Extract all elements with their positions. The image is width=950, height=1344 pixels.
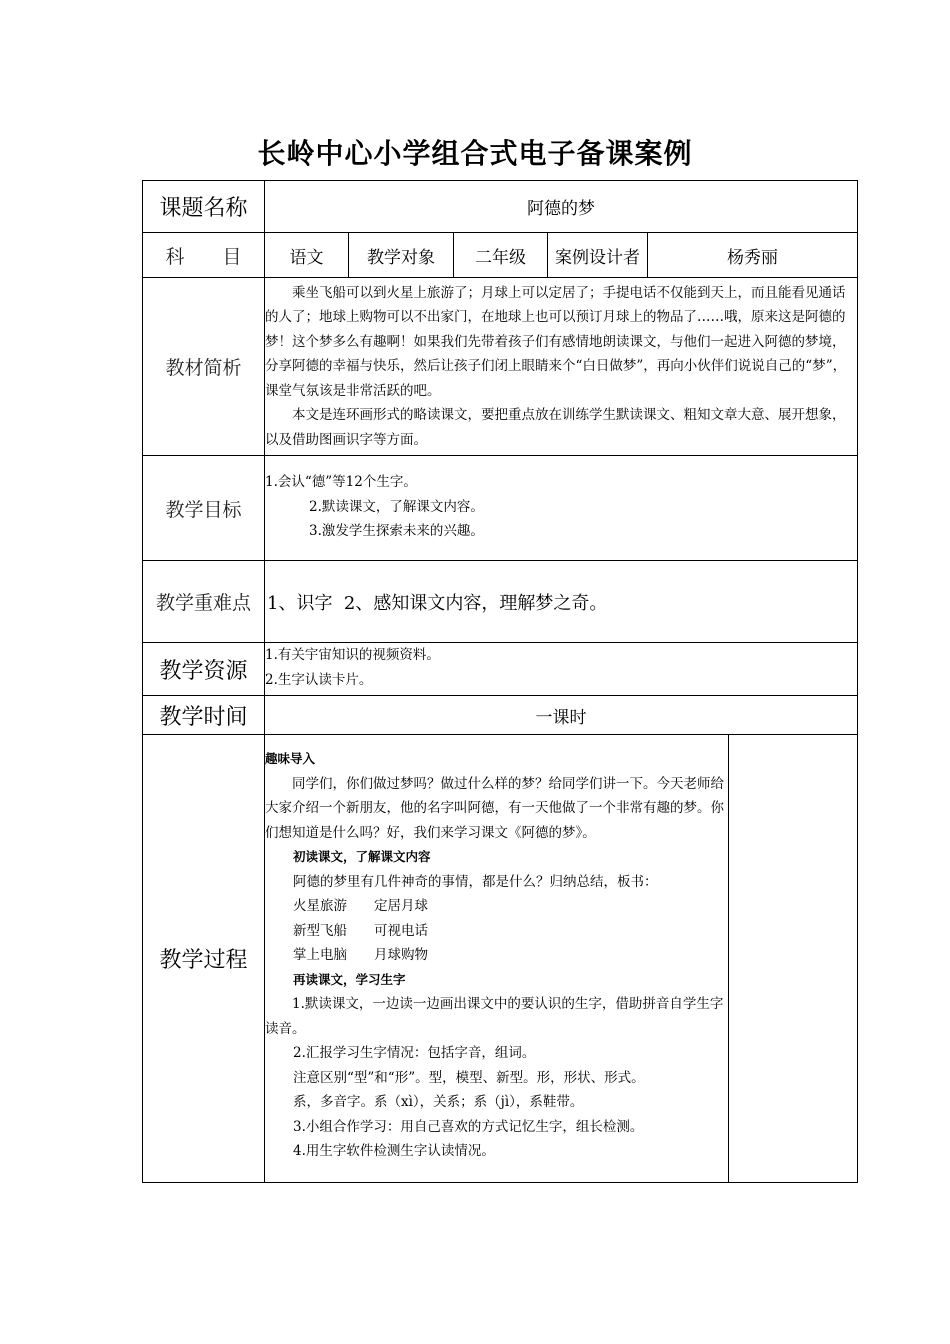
page-title: 长岭中心小学组合式电子备课案例 bbox=[257, 137, 693, 170]
row-material bbox=[143, 278, 858, 456]
step-text: 4.用生字软件检测生字认读情况。 bbox=[293, 1143, 495, 1159]
designer-label: 案例设计者 bbox=[548, 233, 648, 278]
material-paragraph-1: 乘坐飞船可以到火星上旅游了；月球上可以定居了；手提电话不仅能到天上，而且能看见通话的人了；地球上购物可以不出家门，在地球上也可以预订月球上的物品了……哦，原来这是阿德的梦！这个梦多么有趣啊！如果我们先带着孩子们有感情地朗读课文，与他们一起进入阿德的梦境，分享阿德的幸福与快乐，然后让孩子们闭上眼睛来个“白日做梦”，再向小伙伴们说说自己的“梦”，课堂气氛该是非常活跃的吧。 bbox=[265, 284, 847, 399]
step-text: 2.汇报学习生字情况：包括字音，组词。 bbox=[293, 1045, 536, 1061]
row-topic bbox=[143, 181, 858, 233]
designer-value: 杨秀丽 bbox=[648, 233, 858, 278]
step-text: 3.小组合作学习：用自己喜欢的方式记忆生字，组长检测。 bbox=[293, 1118, 644, 1135]
target-label: 教学对象 bbox=[349, 233, 454, 278]
subject-value: 语文 bbox=[265, 233, 349, 278]
step-text: 系，多音字。系（xì），关系；系（jì），系鞋带。 bbox=[293, 1094, 584, 1110]
board-line: 掌上电脑 月球购物 bbox=[293, 947, 428, 963]
row-resource bbox=[143, 643, 858, 696]
process-label: 教学过程 bbox=[143, 735, 265, 1183]
goal-item: 2.默读课文，了解课文内容。 bbox=[309, 498, 484, 515]
material-paragraph-2: 本文是连环画形式的略读课文，要把重点放在训练学生默读课文、粗知文章大意、展开想象，以及借助图画识字等方面。 bbox=[265, 407, 846, 448]
process-content bbox=[265, 735, 729, 1183]
row-goal bbox=[143, 456, 858, 561]
section-heading: 初读课文，了解课文内容 bbox=[293, 849, 431, 864]
lesson-table bbox=[142, 180, 858, 1183]
material-label: 教材简析 bbox=[143, 278, 265, 456]
board-line: 新型飞船 可视电话 bbox=[293, 922, 428, 939]
subject-label: 科 目 bbox=[143, 233, 265, 278]
resource-content bbox=[265, 643, 858, 696]
step-text: 注意区别“型”和“形”。型，模型、新型。形，形状、形式。 bbox=[293, 1069, 645, 1086]
question-text: 阿德的梦里有几件神奇的事情，都是什么？归纳总结，板书： bbox=[293, 873, 658, 890]
intro-paragraph: 同学们，你们做过梦吗？做过什么样的梦？给同学们讲一下。今天老师给大家介绍一个新朋友，他的名字叫阿德，有一天他做了一个非常有趣的梦。你们想知道是什么吗？好，我们来学习课文《阿德的梦》。 bbox=[265, 775, 724, 841]
time-value: 一课时 bbox=[265, 696, 858, 735]
row-subject bbox=[143, 233, 858, 278]
board-line: 火星旅游 定居月球 bbox=[293, 898, 428, 914]
material-content bbox=[265, 278, 858, 456]
goal-label: 教学目标 bbox=[143, 456, 265, 561]
goal-content bbox=[265, 456, 858, 561]
key-label: 教学重难点 bbox=[143, 561, 265, 643]
row-process bbox=[143, 735, 858, 1183]
resource-item: 2.生字认读卡片。 bbox=[265, 671, 373, 688]
step-text: 1.默读课文，一边读一边画出课文中的要认识的生字，借助拼音自学生字读音。 bbox=[265, 996, 724, 1037]
goal-item: 3.激发学生探索未来的兴趣。 bbox=[309, 523, 484, 539]
resource-item: 1.有关宇宙知识的视频资料。 bbox=[265, 647, 440, 663]
target-value: 二年级 bbox=[454, 233, 548, 278]
row-time bbox=[143, 696, 858, 735]
resource-label: 教学资源 bbox=[143, 643, 265, 696]
section-heading: 再读课文，学习生字 bbox=[293, 971, 406, 987]
time-label: 教学时间 bbox=[143, 696, 265, 735]
section-heading: 趣味导入 bbox=[265, 751, 316, 766]
key-value: 1、识字 2、感知课文内容，理解梦之奇。 bbox=[265, 561, 858, 643]
topic-value: 阿德的梦 bbox=[265, 181, 858, 233]
row-key bbox=[143, 561, 858, 643]
goal-item: 1.会认“德”等12个生字。 bbox=[265, 474, 417, 490]
notes-column bbox=[729, 735, 858, 1183]
topic-label: 课题名称 bbox=[143, 181, 265, 233]
